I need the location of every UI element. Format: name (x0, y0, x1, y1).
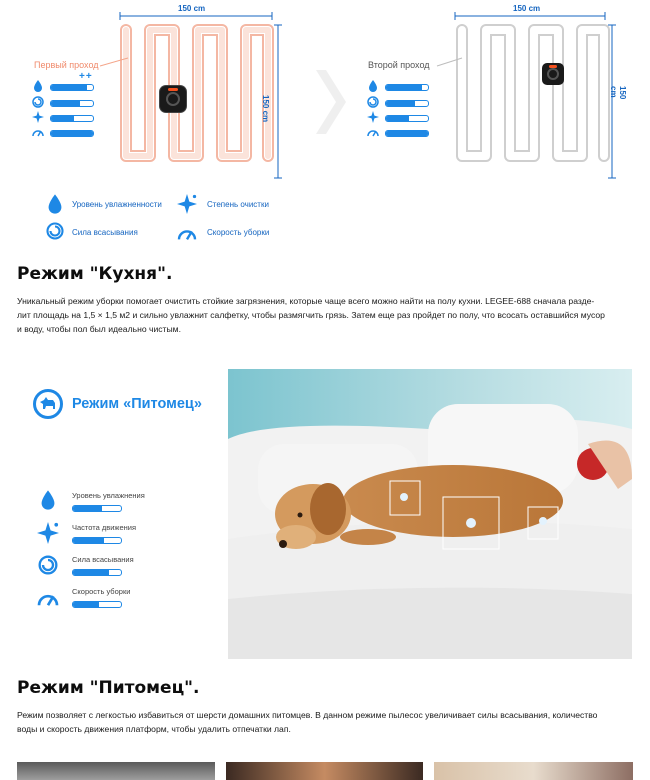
first-pass-label: Первый проход (34, 60, 99, 70)
drop-icon (40, 490, 56, 510)
pet-frequency-bar (72, 537, 122, 544)
drop-icon (33, 80, 43, 92)
kitchen-mode-text: Уникальный режим уборки помогает очистить стойкие загрязнения, которые чаще всего можно найти на полу кухни. LEGEE-688 сначала разде- лит площадь на 1,5 × 1,5 м2 и сильно увлажнит салфетку, чтобы размягчить грязь. Затем еще раз пройдет по полу, что всосать оставшийся мусор и воду, чтобы пол был идеально чистым. (17, 296, 605, 334)
bottom-photo-3 (434, 762, 633, 780)
dog-on-sofa-photo (228, 369, 632, 659)
legend-humidity: Уровень увлажненности (72, 200, 162, 209)
suction-icon (32, 96, 44, 108)
cleaning-diagram (0, 0, 650, 250)
speed-icon (177, 225, 197, 241)
speed-bar-first (50, 130, 94, 137)
pet-suction-label: Сила всасывания (72, 555, 134, 564)
suction-icon (46, 222, 64, 240)
width-label-left: 150 cm (178, 4, 206, 13)
second-pass-label: Второй проход (368, 60, 430, 70)
bottom-photo-1 (17, 762, 215, 780)
pet-card-title: Режим «Питомец» (72, 396, 202, 412)
plus-marks: ++ (79, 71, 93, 82)
pet-speed-label: Скорость уборки (72, 587, 131, 596)
robot-vacuum-icon (160, 86, 186, 112)
speed-icon (32, 127, 44, 137)
legend-suction: Сила всасывания (72, 228, 138, 237)
kitchen-mode-title: Режим "Кухня". (17, 264, 173, 284)
legend-cleaning: Степень очистки (207, 200, 269, 209)
suction-bar-first (50, 100, 94, 107)
speed-bar-second (385, 130, 429, 137)
height-label-left: 150 cm (261, 95, 270, 123)
humidity-bar-second (385, 84, 429, 91)
cleaning-bar-first (50, 115, 94, 122)
speed-icon (367, 127, 379, 137)
height-label-right: 150 cm (609, 86, 627, 100)
pet-humidity-label: Уровень увлажнения (72, 491, 145, 500)
suction-bar-second (385, 100, 429, 107)
sparkle-icon (32, 111, 44, 123)
drop-icon (47, 194, 63, 214)
bottom-photo-2 (226, 762, 423, 780)
speed-icon (37, 589, 59, 607)
suction-icon (367, 96, 379, 108)
pet-mode-title: Режим "Питомец". (17, 678, 200, 698)
pet-suction-bar (72, 569, 122, 576)
pet-mode-text: Режим позволяет с легкостью избавиться от шерсти домашних питомцев. В данном режиме пылесос увеличивает силы всасывания, количество воды и скорость движения платформ, чтобы удалить отпечатки лап. (17, 710, 598, 734)
sparkle-icon (37, 522, 59, 544)
sparkle-icon (177, 194, 197, 214)
pet-speed-bar (72, 601, 122, 608)
drop-icon (368, 80, 378, 92)
legend-speed: Скорость уборки (207, 228, 270, 237)
pet-frequency-label: Частота движения (72, 523, 137, 532)
suction-icon (38, 555, 58, 575)
width-label-right: 150 cm (513, 4, 541, 13)
sparkle-icon (367, 111, 379, 123)
humidity-bar-first (50, 84, 94, 91)
robot-vacuum-icon (542, 63, 564, 85)
pet-humidity-bar (72, 505, 122, 512)
pet-mode-icon (33, 389, 63, 419)
cleaning-bar-second (385, 115, 429, 122)
